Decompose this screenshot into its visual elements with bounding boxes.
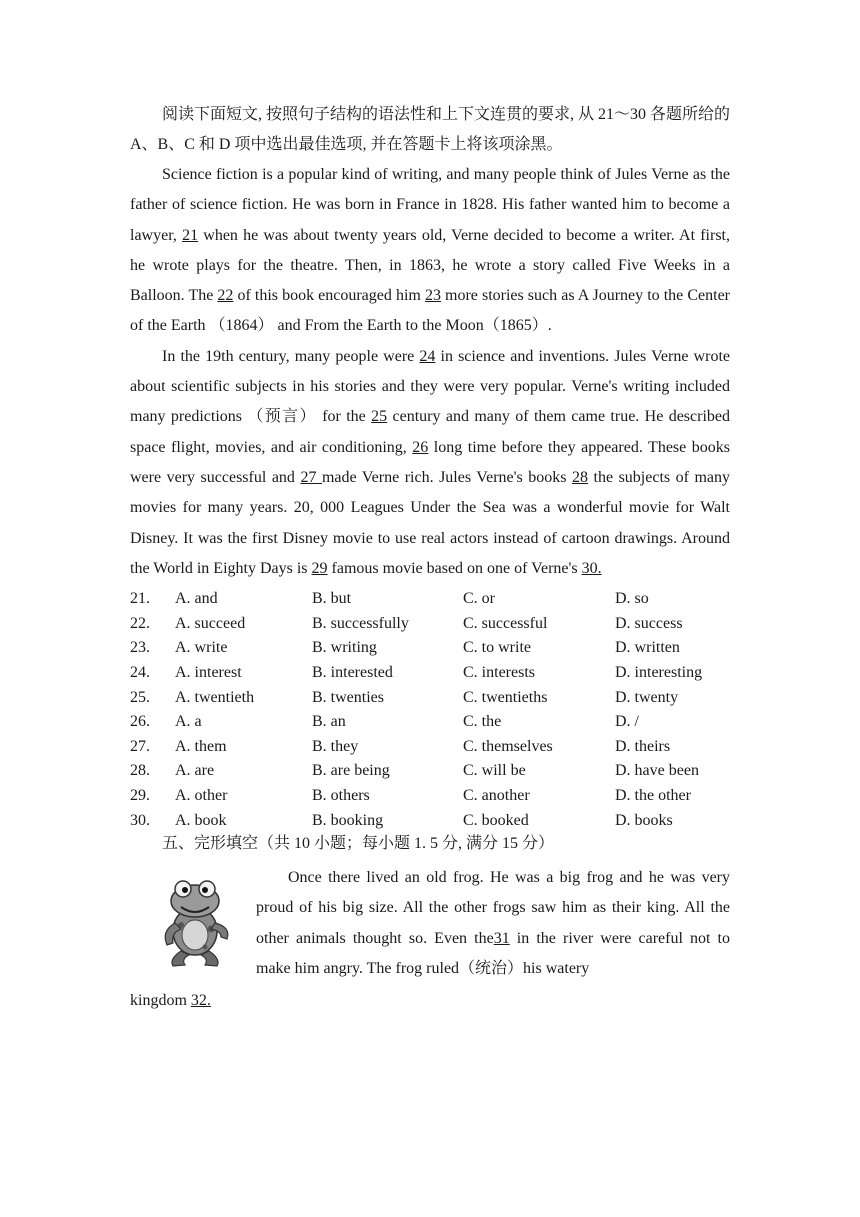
passage-text: in science and inventions. Jules Verne wrote about scientific subjects in his stories and they were very popular. Verne's writing included many predictions （预言） for the [130, 347, 730, 426]
blank-28: 28 [572, 468, 588, 486]
passage-text: In the 19th century, many people were [162, 347, 420, 365]
option-c: C. twentieths [463, 688, 548, 706]
option-b: B. interested [312, 663, 393, 681]
option-d: D. / [615, 713, 639, 731]
option-d: D. books [615, 811, 673, 829]
option-d: D. theirs [615, 737, 671, 755]
question-number: 25. [130, 688, 150, 706]
blank-26: 26 [412, 438, 429, 456]
option-row [130, 735, 730, 760]
option-d: D. twenty [615, 688, 679, 706]
option-a: A. and [175, 590, 218, 608]
frog-passage [130, 863, 730, 984]
question-number: 23. [130, 639, 150, 657]
option-c: C. successful [463, 614, 548, 632]
option-row [130, 784, 730, 809]
frog-paragraph [256, 863, 730, 984]
question-number: 22. [130, 614, 150, 632]
passage-text: more stories such as A Journey to the Center of the Earth （1864） and From the Earth to the Moon（1865）. [130, 287, 731, 335]
blank-31: 31 [493, 929, 510, 947]
blank-27: 27 [300, 468, 322, 486]
option-c: C. to write [463, 639, 531, 657]
option-c: C. booked [463, 811, 529, 829]
option-c: C. will be [463, 762, 526, 780]
option-b: B. twenties [312, 688, 384, 706]
option-d: D. written [615, 639, 680, 657]
option-row [130, 587, 730, 612]
option-b: B. are being [312, 762, 390, 780]
option-c: C. or [463, 590, 495, 608]
option-c: C. interests [463, 663, 535, 681]
question-number: 26. [130, 713, 150, 731]
passage-text: made Verne rich. Jules Verne's books [321, 468, 572, 486]
question-number: 30. [130, 811, 150, 829]
frog-paragraph-tail [130, 986, 730, 1016]
option-c: C. another [463, 786, 530, 804]
option-a: A. write [175, 639, 228, 657]
instructions-paragraph: 阅读下面短文, 按照句子结构的语法性和上下文连贯的要求, 从 21～30 各题所给的 A、B、C 和 D 项中选出最佳选项, 并在答题卡上将该项涂黑。 [130, 106, 731, 153]
blank-29: 29 [311, 559, 328, 577]
option-row [130, 661, 730, 686]
question-number: 27. [130, 737, 150, 755]
option-c: C. the [463, 713, 502, 731]
option-b: B. they [312, 737, 359, 755]
passage-text: long time before they appeared. These books were very successful and [130, 438, 730, 486]
passage-text: in the river were careful not to make him angry. The frog ruled（统治）his watery [256, 929, 731, 977]
question-number: 21. [130, 590, 150, 608]
passage-text: kingdom [130, 992, 191, 1010]
option-d: D. success [615, 614, 683, 632]
blank-25: 25 [371, 408, 388, 426]
option-a: A. other [175, 786, 228, 804]
blank-30: 30. [581, 559, 602, 577]
option-a: A. them [175, 737, 227, 755]
blank-23: 23 [424, 287, 441, 305]
option-row [130, 686, 730, 711]
option-row [130, 759, 730, 784]
option-c: C. themselves [463, 737, 553, 755]
passage-text: Science fiction is a popular kind of writing, and many people think of Jules Verne as the father of science fiction. He was born in France in 1828. His father wanted him to become a lawyer, [130, 166, 730, 244]
document-page [130, 100, 730, 1016]
option-b: B. booking [312, 811, 384, 829]
option-a: A. twentieth [175, 688, 255, 706]
option-a: A. are [175, 762, 215, 780]
question-number: 28. [130, 762, 150, 780]
option-row [130, 612, 730, 637]
blank-32: 32. [190, 992, 211, 1010]
question-number: 29. [130, 786, 150, 804]
option-d: D. the other [615, 786, 691, 804]
blank-22: 22 [217, 287, 234, 305]
option-d: D. so [615, 590, 649, 608]
passage-text: when he was about twenty years old, Verne decided to become a writer. At first, he wrote plays for the theatre. Then, in 1863, he wrote a story called Five Weeks in a Balloon. The [130, 226, 731, 305]
option-b: B. an [312, 713, 346, 731]
option-a: A. interest [175, 663, 242, 681]
option-d: D. have been [615, 762, 699, 780]
passage-text: Once there lived an old frog. He was a big frog and he was very proud of his big size. All the other frogs saw him as their king. All the other animals thought so. Even the [256, 869, 730, 947]
option-b: B. others [312, 786, 370, 804]
option-a: A. a [175, 713, 202, 731]
option-b: B. but [312, 590, 352, 608]
option-b: B. successfully [312, 614, 409, 632]
passage-text: famous movie based on one of Verne's [327, 559, 582, 577]
option-d: D. interesting [615, 663, 703, 681]
option-a: A. succeed [175, 614, 246, 632]
passage-text: century and many of them came true. He described space flight, movies, and air conditioning, [130, 408, 730, 456]
option-a: A. book [175, 811, 227, 829]
option-row [130, 710, 730, 735]
blank-24: 24 [419, 347, 436, 365]
section-heading: 五、完形填空（共 10 小题；每小题 1. 5 分, 满分 15 分） [162, 835, 555, 853]
passage-paragraph-2 [130, 342, 730, 584]
option-row [130, 636, 730, 661]
blank-21: 21 [182, 226, 199, 244]
passage-text: the subjects of many movies for many years. 20, 000 Leagues Under the Sea was a wonderful movie for Walt Disney. It was the first Disney movie to use real actors instead of cartoon drawings. Around the World in Eighty Days is [130, 468, 731, 577]
option-b: B. writing [312, 639, 377, 657]
passage-paragraph-1 [130, 160, 730, 342]
frog-illustration [155, 873, 235, 968]
question-number: 24. [130, 663, 150, 681]
options-list [130, 587, 730, 833]
passage-text: of this book encouraged him [233, 287, 425, 305]
option-row [130, 809, 730, 834]
